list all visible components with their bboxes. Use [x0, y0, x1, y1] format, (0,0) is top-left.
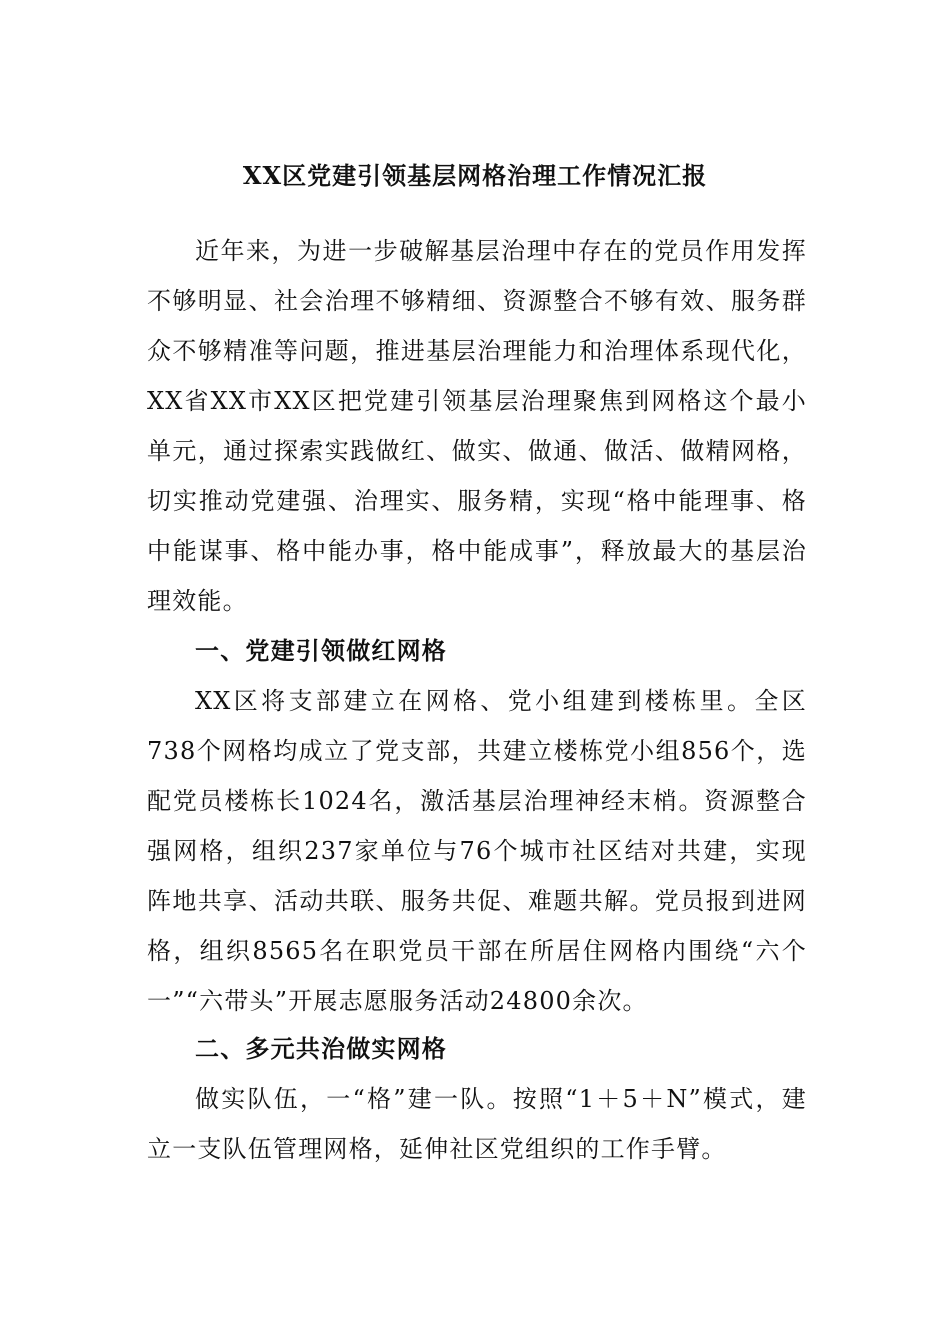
section-body-two: 做实队伍，一“格”建一队。按照“1＋5＋N”模式，建立一支队伍管理网格，延伸社区党组织的工作手臂。: [147, 1085, 807, 1163]
intro-paragraph: 近年来，为进一步破解基层治理中存在的党员作用发挥不够明显、社会治理不够精细、资源整合不够有效、服务群众不够精准等问题，推进基层治理能力和治理体系现代化，XX省XX市XX区把党建引领基层治理聚焦到网格这个最小单元，通过探索实践做红、做实、做通、做活、做精网格，切实推动党建强、治理实、服务精，实现“格中能理事、格中能谋事、格中能办事，格中能成事”，释放最大的基层治理效能。: [147, 237, 807, 615]
section-heading-two: 二、多元共治做实网格: [195, 1034, 447, 1063]
section-heading-one: 一、党建引领做红网格: [195, 636, 447, 665]
section-body-one: XX区将支部建立在网格、党小组建到楼栋里。全区738个网格均成立了党支部，共建立楼栋党小组856个，选配党员楼栋长1024名，激活基层治理神经末梢。资源整合强网格，组织237家单位与76个城市社区结对共建，实现阵地共享、活动共联、服务共促、难题共解。党员报到进网格，组织8565名在职党员干部在所居住网格内围绕“六个一”“六带头”开展志愿服务活动24800余次。: [147, 687, 807, 1015]
document-title: XX区党建引领基层网格治理工作情况汇报: [242, 161, 708, 190]
